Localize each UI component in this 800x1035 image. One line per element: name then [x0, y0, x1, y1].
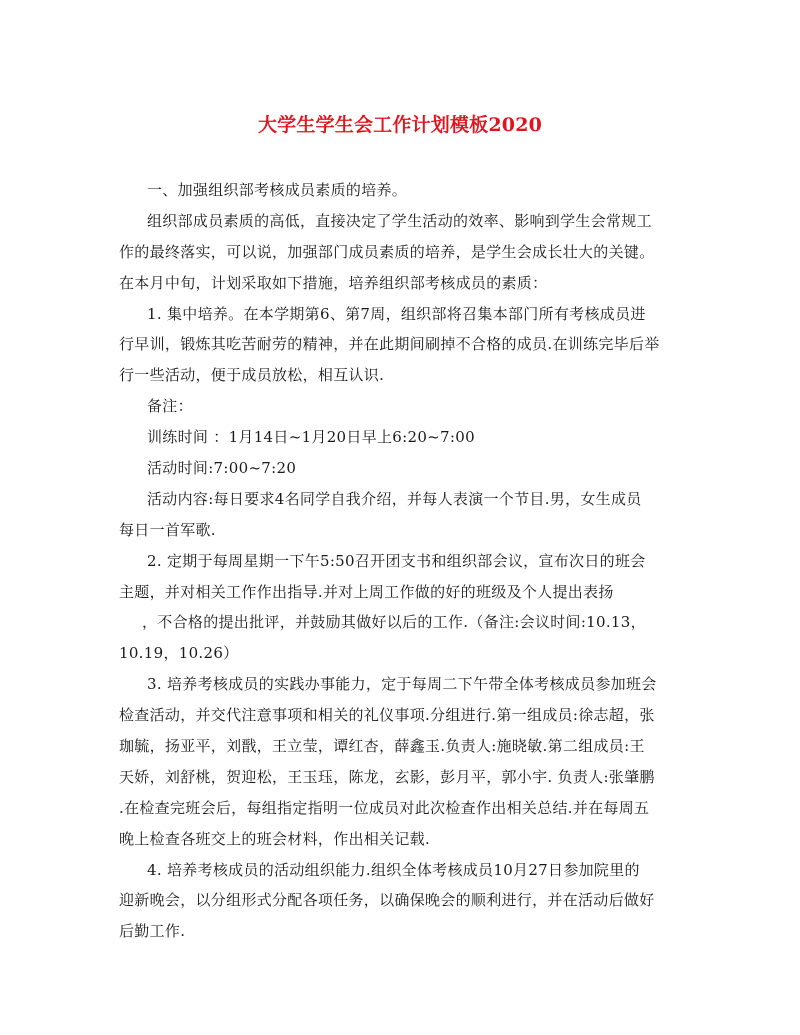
list-item-1-line: 行早训，锻炼其吃苦耐劳的精神，并在此期间刷掉不合格的成员.在训练完毕后举 — [119, 335, 660, 354]
paragraph-line: 在本月中旬，计划采取如下措施，培养组织部考核成员的素质： — [119, 273, 548, 292]
list-item-3-line: 检查活动，并交代注意事项和相关的礼仪事项.分组进行.第一组成员:徐志超，张 — [119, 706, 655, 725]
list-item-2-line: 主题，并对相关工作作出指导.并对上周工作做的好的班级及个人提出表扬 — [119, 582, 614, 601]
list-item-4-line: 迎新晚会，以分组形式分配各项任务，以确保晚会的顺利进行，并在活动后做好 — [119, 891, 655, 910]
list-item-3-line: 天娇，刘舒桃，贺迎松，王玉珏，陈龙，玄影，彭月平，郭小宇. 负责人:张肇鹏 — [119, 767, 655, 786]
paragraph-line: 作的最终落实，可以说，加强部门成员素质的培养，是学生会成长壮大的关键。 — [119, 242, 655, 261]
note-label: 备注： — [147, 397, 193, 416]
list-item-2-line: ，不合格的提出批评，并鼓励其做好以后的工作.（备注:会议时间:10.13， — [142, 613, 646, 632]
list-item-3-line: 3. 培养考核成员的实践办事能力，定于每周二下午带全体考核成员参加班会 — [147, 675, 657, 694]
document-body — [119, 175, 679, 947]
list-item-1-line: 1. 集中培养。在本学期第6、第7周，组织部将召集本部门所有考核成员进 — [147, 304, 646, 323]
document-title: 大学生学生会工作计划模板2020 — [257, 114, 543, 136]
paragraph-line: 组织部成员素质的高低，直接决定了学生活动的效率、影响到学生会常规工 — [147, 211, 652, 230]
list-item-3-line: 珈毓，扬亚平，刘戬，王立莹，谭红杏，薛鑫玉.负责人:施晓敏.第二组成员:王 — [119, 737, 645, 756]
activity-content-line: 活动内容:每日要求4名同学自我介绍，并每人表演一个节目.男，女生成员 — [147, 489, 642, 508]
section-heading: 一、加强组织部考核成员素质的培养。 — [147, 181, 408, 199]
list-item-2-line: 2. 定期于每周星期一下午5:50召开团支书和组织部会议，宣布次日的班会 — [147, 551, 646, 570]
activity-content-line: 每日一首军歌. — [119, 520, 216, 539]
list-item-4-line: 4. 培养考核成员的活动组织能力.组织全体考核成员10月27日参加院里的 — [147, 860, 640, 879]
training-time: 训练时间 ：1月14日~1月20日早上6:20~7:00 — [147, 428, 475, 447]
list-item-1-line: 行一些活动，便于成员放松，相互认识. — [119, 366, 385, 385]
activity-time: 活动时间:7:00~7:20 — [147, 459, 297, 478]
list-item-4-line: 后勤工作. — [119, 922, 186, 941]
list-item-3-line: .在检查完班会后，每组指定指明一位成员对此次检查作出相关总结.并在每周五 — [119, 798, 650, 817]
list-item-2-line: 10.19，10.26） — [119, 644, 239, 663]
list-item-3-line: 晚上检查各班交上的班会材料，作出相关记载. — [119, 829, 431, 848]
